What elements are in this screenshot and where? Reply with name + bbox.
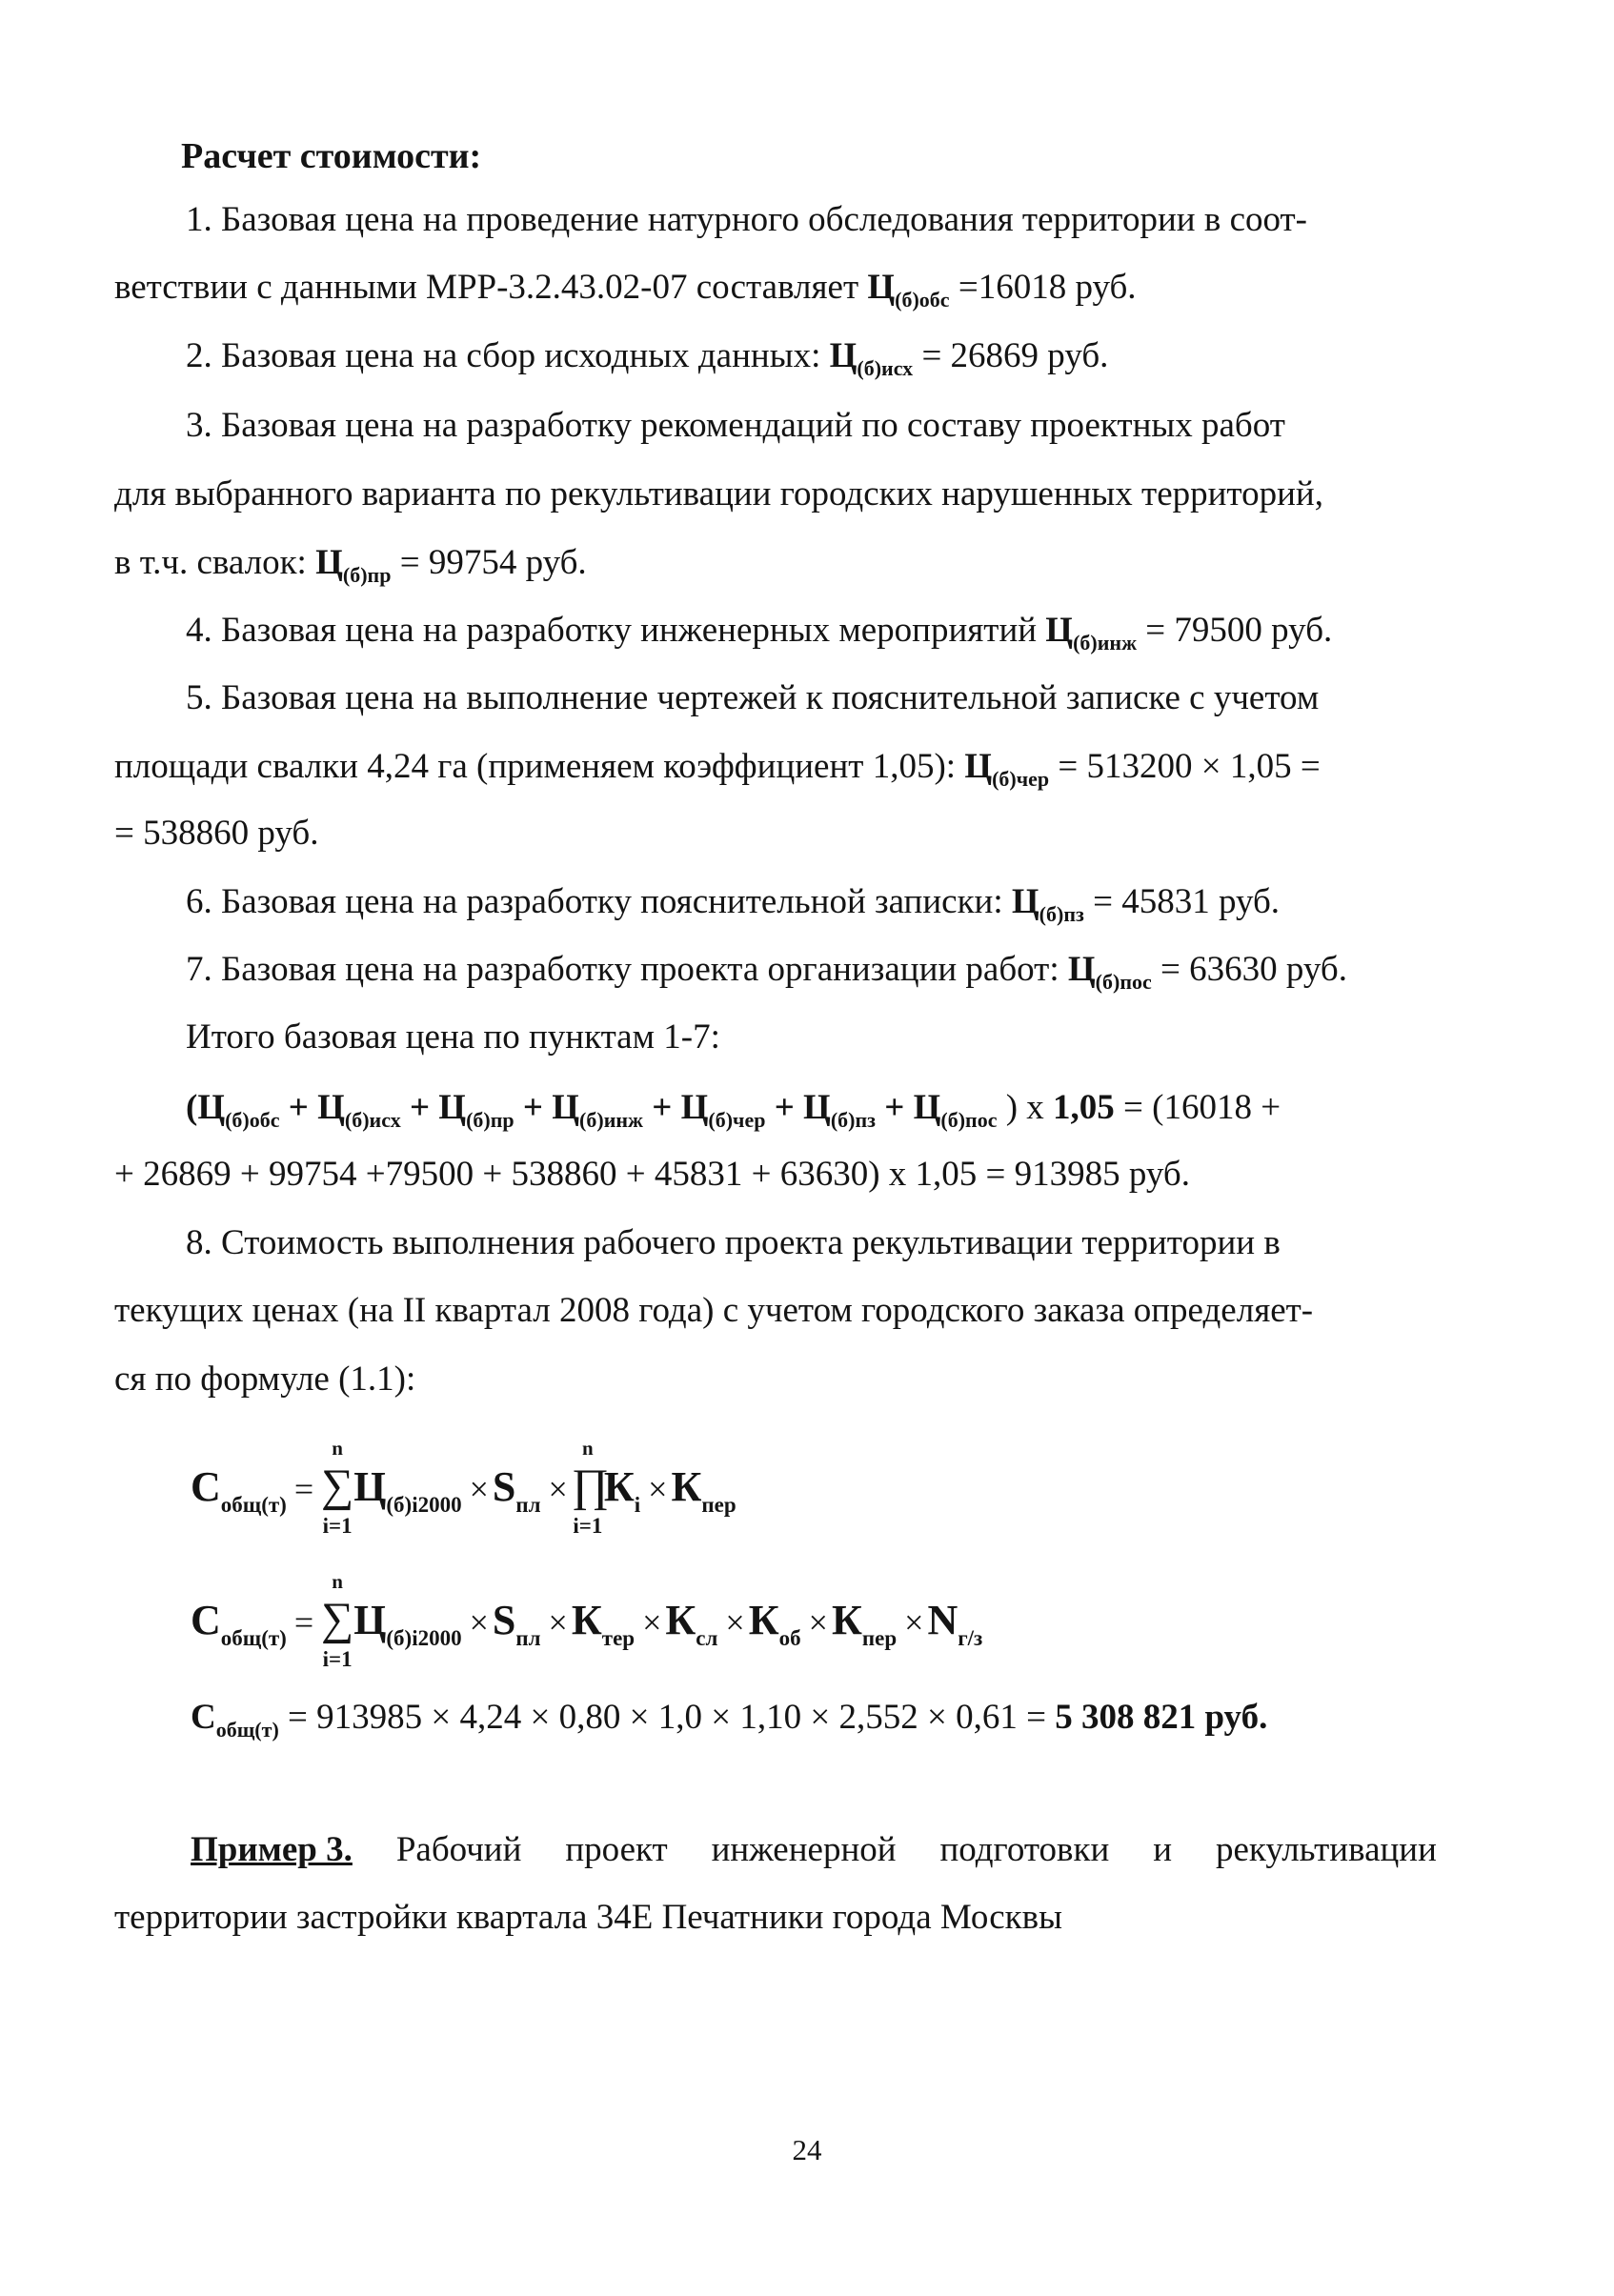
coef-subscript: i xyxy=(634,1493,641,1517)
item-5-line-3: = 538860 руб. xyxy=(114,814,319,853)
item-1-line-1: 1. Базовая цена на проведение натурного обследования территории в соот- xyxy=(186,200,1307,239)
sum-lower-limit: i=1 xyxy=(322,1514,353,1538)
sum-operator xyxy=(321,1437,354,1538)
item-5-value: = 513200 × 1,05 = xyxy=(1049,747,1321,786)
sum-sub-6: (б)пз xyxy=(830,1108,876,1132)
coef-subscript: тер xyxy=(601,1626,636,1650)
example-word: Рабочий xyxy=(395,1830,522,1869)
example-word: рекультивации xyxy=(1215,1830,1437,1869)
item-4 xyxy=(0,607,1614,658)
times-sign: × xyxy=(642,1603,662,1641)
formula-lhs-sub: общ(т) xyxy=(220,1493,287,1517)
item-3-value: = 99754 руб. xyxy=(391,543,587,582)
coef-subscript: пер xyxy=(861,1626,898,1650)
sum-sub-2: (б)исх xyxy=(344,1108,401,1132)
coef-symbol: К xyxy=(571,1597,602,1643)
price-symbol: Ц xyxy=(1045,611,1074,650)
coef-subscript: пер xyxy=(701,1493,736,1517)
formula-lhs-sub: общ(т) xyxy=(220,1626,287,1650)
item-7-value: = 63630 руб. xyxy=(1151,950,1347,989)
item-3-line-2: для выбранного варианта по рекультивации городских нарушенных территорий, xyxy=(114,474,1323,514)
example-label: Пример 3. xyxy=(191,1830,353,1869)
price-subscript: (б)инж xyxy=(1073,631,1138,655)
item-7-text: 7. Базовая цена на разработку проекта организации работ: xyxy=(186,950,1059,989)
times-sign: × xyxy=(469,1470,489,1508)
item-2-value: = 26869 руб. xyxy=(913,336,1109,375)
area-subscript: пл xyxy=(515,1493,541,1517)
coef-symbol: К xyxy=(748,1597,779,1643)
item-5-line-1: 5. Базовая цена на выполнение чертежей к пояснительной записке с учетом xyxy=(186,678,1320,717)
sum-close: ) х xyxy=(997,1088,1054,1127)
sum-sub-5: (б)чер xyxy=(708,1108,766,1132)
n-symbol: N xyxy=(927,1597,958,1643)
sum-rest: = (16018 + xyxy=(1114,1088,1281,1127)
coef-symbol: К xyxy=(603,1463,635,1510)
item-8-line-3: ся по формуле (1.1): xyxy=(114,1359,416,1399)
example-line-1 xyxy=(191,1826,1437,1874)
times-sign: × xyxy=(469,1603,489,1641)
product-upper-limit: n xyxy=(582,1437,594,1460)
sum-term-5: + Ц xyxy=(643,1088,709,1127)
price-symbol: Ц xyxy=(1011,882,1039,921)
sum-sub-1: (б)обс xyxy=(225,1108,280,1132)
example-word: проект xyxy=(565,1830,668,1869)
sum-term-2: + Ц xyxy=(279,1088,345,1127)
example-word: инженерной xyxy=(711,1830,897,1869)
result-lhs-sub: общ(т) xyxy=(215,1718,279,1742)
item-3-line-3 xyxy=(0,539,1614,591)
times-sign: × xyxy=(808,1603,828,1641)
result-expression: = 913985 × 4,24 × 0,80 × 1,0 × 1,10 × 2,552 × 0,61 = xyxy=(288,1698,1046,1737)
formula-lhs: С xyxy=(191,1463,221,1510)
price-subscript: (б)пос xyxy=(1095,970,1152,994)
sum-sub-3: (б)пр xyxy=(466,1108,514,1132)
price-subscript: (б)i2000 xyxy=(386,1493,462,1517)
price-symbol: Ц xyxy=(315,543,343,582)
times-sign: × xyxy=(725,1603,745,1641)
sum-upper-limit: n xyxy=(332,1437,343,1460)
pi-symbol: ∏ xyxy=(571,1460,610,1511)
result-lhs: С xyxy=(191,1698,216,1737)
formula-lhs: С xyxy=(191,1597,221,1643)
coef-subscript: об xyxy=(778,1626,801,1650)
sum-term-7: + Ц xyxy=(876,1088,941,1127)
times-sign: × xyxy=(548,1603,568,1641)
item-6-value: = 45831 руб. xyxy=(1083,882,1281,921)
times-sign: × xyxy=(648,1470,668,1508)
coef-subscript: сл xyxy=(696,1626,718,1650)
example-word: подготовки xyxy=(939,1830,1110,1869)
price-subscript: (б)чер xyxy=(992,767,1050,791)
price-symbol: Ц xyxy=(829,336,857,375)
product-operator xyxy=(571,1437,610,1538)
sum-lower-limit: i=1 xyxy=(322,1647,353,1671)
price-symbol: Ц xyxy=(1067,950,1096,989)
sum-sub-4: (б)инж xyxy=(579,1108,644,1132)
price-symbol: Ц xyxy=(353,1597,387,1643)
sum-term-3: + Ц xyxy=(400,1088,467,1127)
price-subscript: (б)пр xyxy=(342,563,392,587)
example-line-2: территории застройки квартала 34Е Печатники города Москвы xyxy=(114,1898,1062,1937)
item-2 xyxy=(0,332,1614,384)
sum-coefficient: 1,05 xyxy=(1053,1088,1115,1127)
coef-symbol: К xyxy=(671,1463,702,1510)
sum-formula-line-1 xyxy=(0,1084,1614,1136)
area-symbol: S xyxy=(492,1597,516,1643)
price-symbol: Ц xyxy=(867,268,896,307)
page-number: 24 xyxy=(792,2133,822,2166)
item-5-line-2 xyxy=(0,743,1614,795)
sum-upper-limit: n xyxy=(332,1570,343,1593)
item-4-text: 4. Базовая цена на разработку инженерных мероприятий xyxy=(186,611,1038,650)
area-symbol: S xyxy=(492,1463,516,1510)
item-3-line-1: 3. Базовая цена на разработку рекомендаций по составу проектных работ xyxy=(186,406,1285,445)
example-word: и xyxy=(1153,1830,1173,1869)
item-8-line-2: текущих ценах (на II квартал 2008 года) с учетом городского заказа определяет- xyxy=(114,1291,1314,1330)
area-subscript: пл xyxy=(515,1626,541,1650)
price-subscript: (б)исх xyxy=(857,356,914,380)
item-8-line-1: 8. Стоимость выполнения рабочего проекта рекультивации территории в xyxy=(186,1223,1281,1262)
price-symbol: Ц xyxy=(353,1463,387,1510)
product-lower-limit: i=1 xyxy=(573,1514,603,1538)
heading-text: Расчет стоимости: xyxy=(181,136,482,176)
item-7 xyxy=(0,946,1614,997)
n-subscript: г/з xyxy=(958,1626,983,1650)
sum-formula-line-2: + 26869 + 99754 +79500 + 538860 + 45831 + 63630) х 1,05 = 913985 руб. xyxy=(114,1155,1190,1194)
item-6 xyxy=(0,878,1614,930)
formula-2 xyxy=(0,1572,1614,1677)
sum-term-4: + Ц xyxy=(514,1088,580,1127)
item-4-value: = 79500 руб. xyxy=(1137,611,1333,650)
equals-sign: = xyxy=(293,1603,314,1641)
item-1-value: =16018 руб. xyxy=(949,268,1137,307)
total-label: Итого базовая цена по пунктам 1-7: xyxy=(186,1017,720,1057)
price-symbol: Ц xyxy=(964,747,993,786)
item-6-text: 6. Базовая цена на разработку пояснительной записки: xyxy=(186,882,1003,921)
sigma-symbol: ∑ xyxy=(321,1594,354,1644)
sum-open: (Ц xyxy=(186,1088,226,1127)
times-sign: × xyxy=(904,1603,924,1641)
price-subscript: (б)пз xyxy=(1039,902,1084,926)
section-heading xyxy=(0,132,1614,181)
sum-operator xyxy=(321,1570,354,1671)
coef-symbol: К xyxy=(831,1597,862,1643)
equals-sign: = xyxy=(293,1470,314,1508)
item-1-text: ветствии с данными МРР-3.2.43.02-07 составляет xyxy=(114,268,859,307)
sigma-symbol: ∑ xyxy=(321,1460,354,1511)
item-1-line-2 xyxy=(0,264,1614,315)
result-value: 5 308 821 руб. xyxy=(1055,1698,1268,1737)
item-3-text: в т.ч. свалок: xyxy=(114,543,307,582)
item-5-text: площади свалки 4,24 га (применяем коэффициент 1,05): xyxy=(114,747,957,786)
item-2-text: 2. Базовая цена на сбор исходных данных: xyxy=(186,336,821,375)
sum-term-6: + Ц xyxy=(765,1088,831,1127)
price-subscript: (б)обс xyxy=(895,288,950,312)
price-subscript: (б)i2000 xyxy=(386,1626,462,1650)
sum-sub-7: (б)пос xyxy=(940,1108,998,1132)
result-line xyxy=(0,1694,1614,1745)
formula-1 xyxy=(0,1439,1614,1543)
coef-symbol: К xyxy=(665,1597,696,1643)
times-sign: × xyxy=(548,1470,568,1508)
